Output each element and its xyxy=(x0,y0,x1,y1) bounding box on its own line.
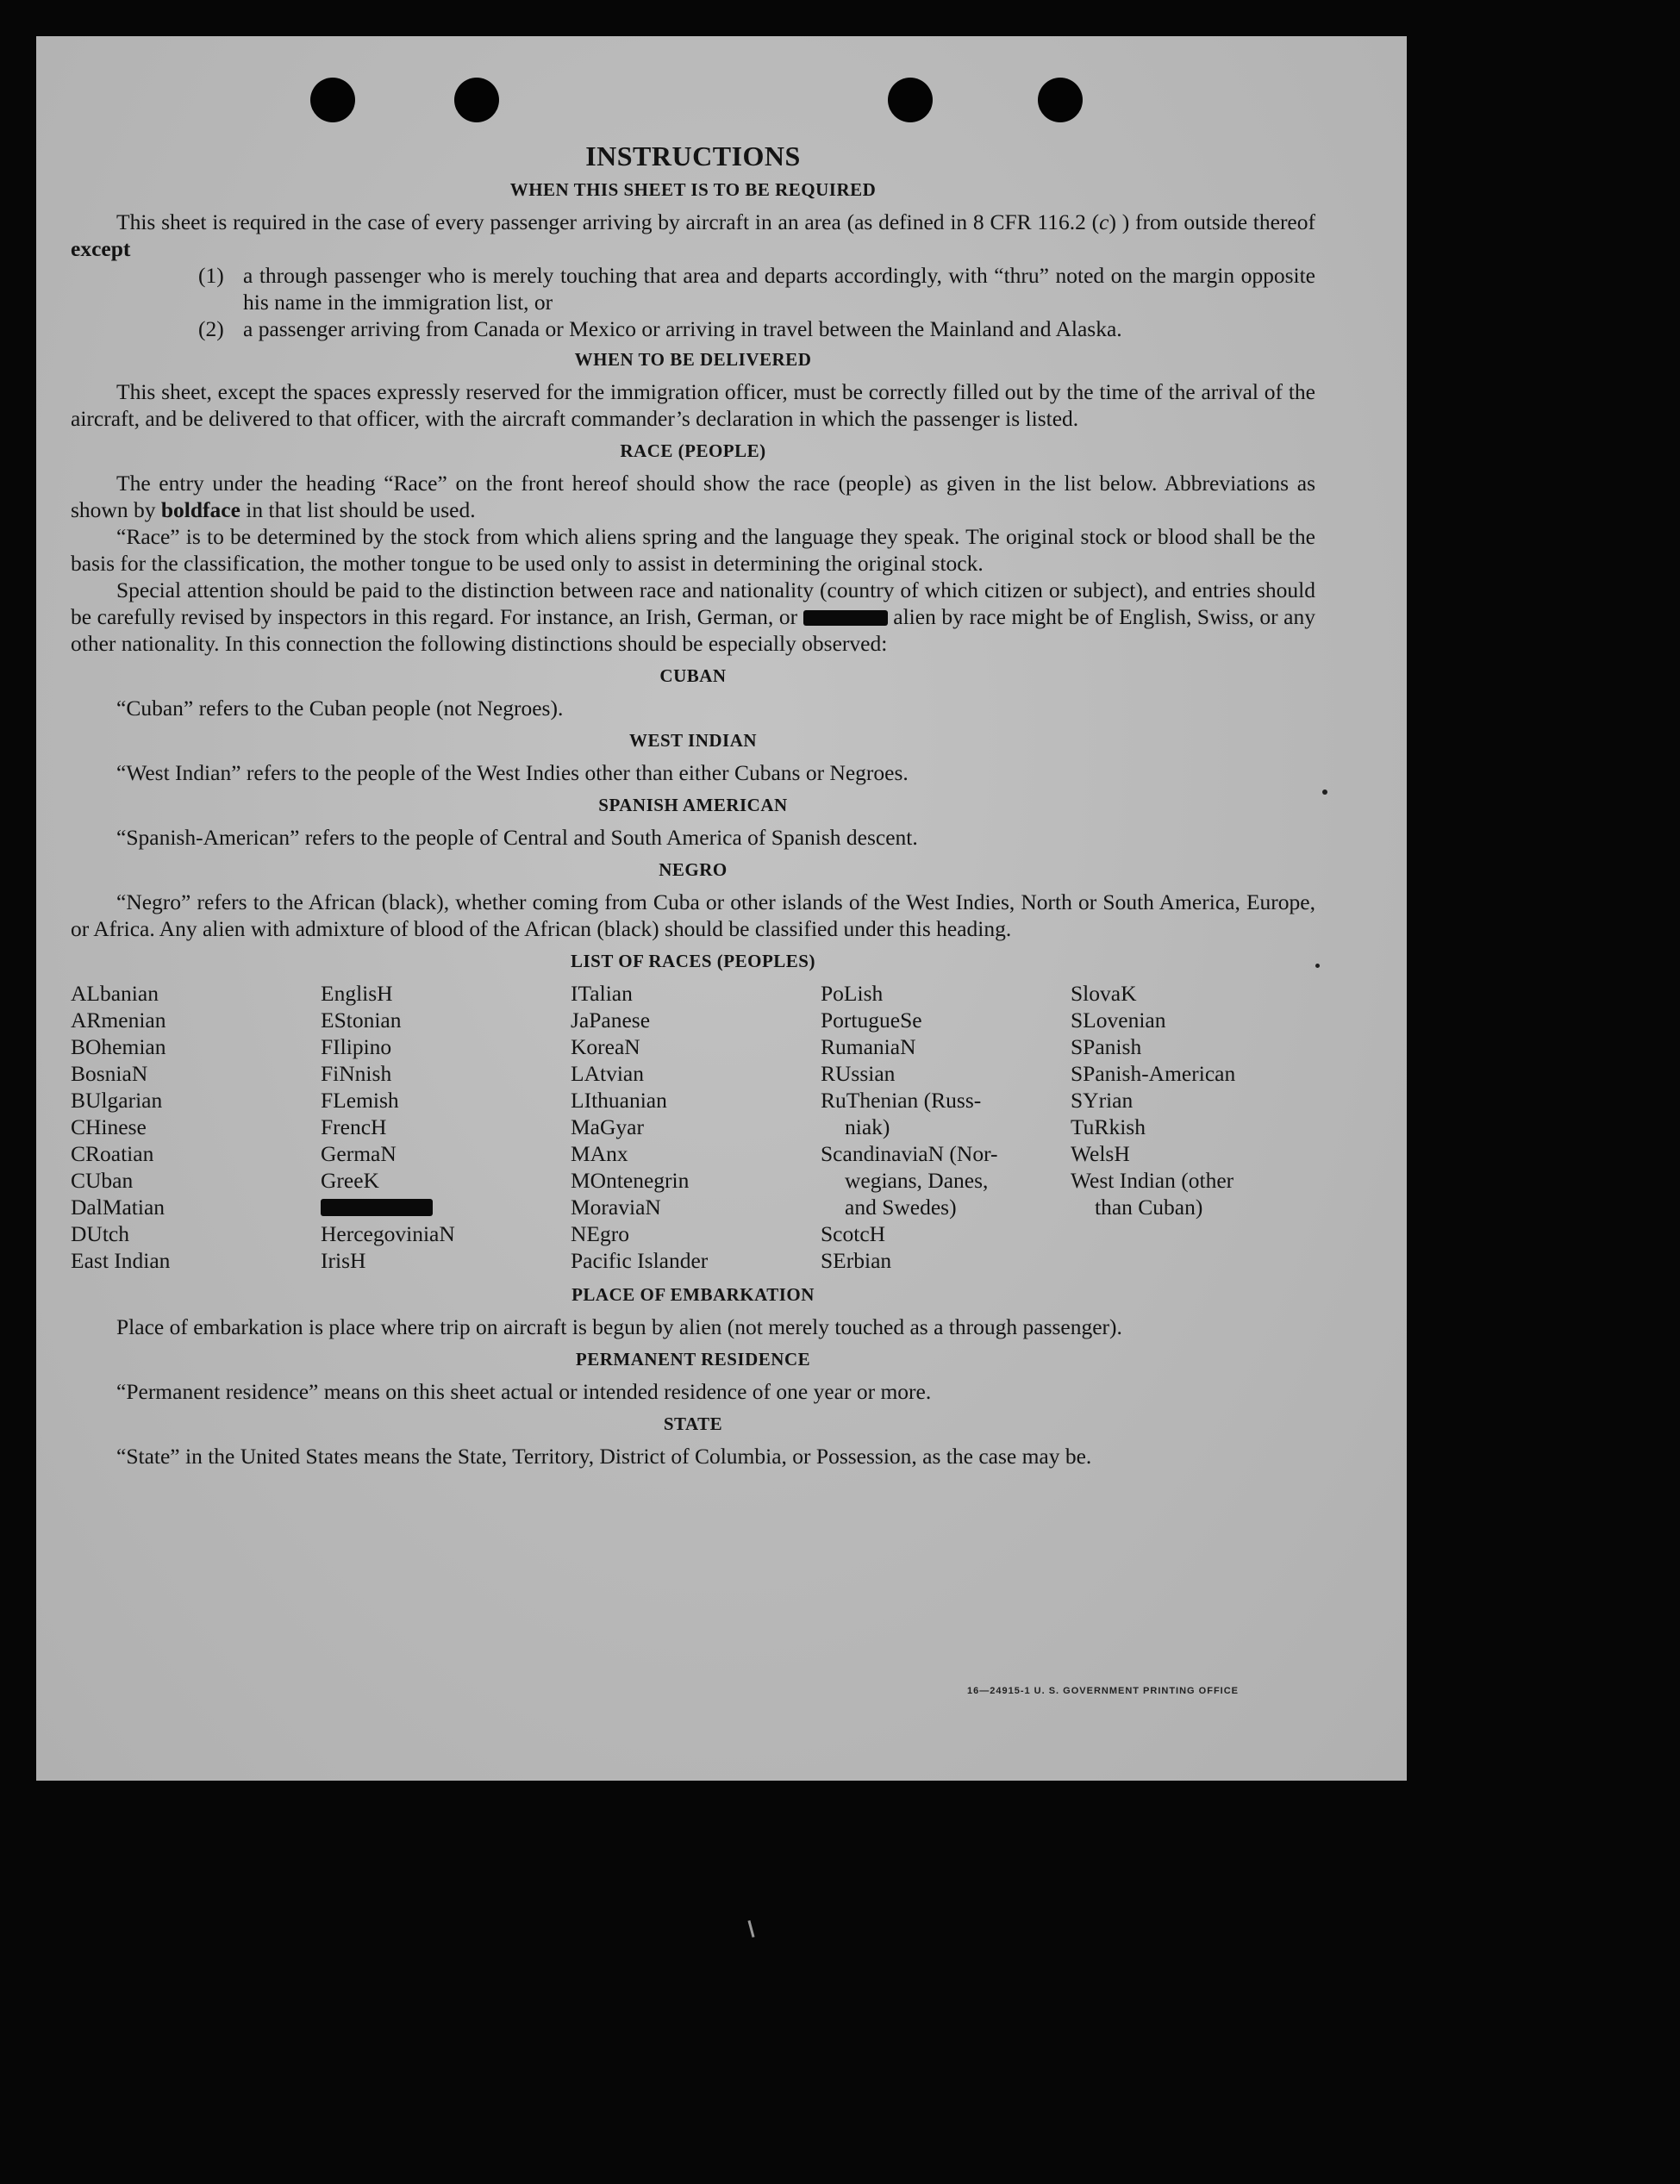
punch-hole xyxy=(888,78,933,122)
race-item: SLovenian xyxy=(1071,1008,1166,1033)
race-item: WelsH xyxy=(1071,1141,1130,1166)
page-title: INSTRUCTIONS xyxy=(585,140,801,172)
race-paragraph-1: The entry under the heading “Race” on the front hereof should show the race (people) as given in the list below. Abbreviations as shown by boldface in that list should be used. xyxy=(71,471,1315,522)
race-item: LAtvian xyxy=(571,1061,644,1086)
race-paragraph-3: Special attention should be paid to the distinction between race and nationality (country of which citizen or subject), and entries should be carefully revised by inspectors in this regard. For instance, an Irish, German, or alien by race might be of English, Swiss, or any other nationality. In this connection the following distinctions should be especially observed: xyxy=(71,577,1315,656)
race-item: niak) xyxy=(845,1114,890,1139)
race-item: Pacific Islander xyxy=(571,1248,709,1273)
race-item-redacted xyxy=(321,1194,571,1220)
race-item: GreeK xyxy=(321,1168,379,1193)
required-intro: This sheet is required in the case of every passenger arriving by aircraft in an area (as defined in 8 CFR 116.2 (c) ) from outside thereof except xyxy=(71,209,1315,261)
race-item: SPanish xyxy=(1071,1034,1142,1059)
heading-spanish-american: SPANISH AMERICAN xyxy=(598,795,788,815)
race-item: SYrian xyxy=(1071,1088,1134,1113)
race-item: CUban xyxy=(71,1168,134,1193)
race-item: GermaN xyxy=(321,1141,397,1166)
film-scratch-mark xyxy=(747,1920,754,1938)
required-item-2: (2) a passenger arriving from Canada or Mexico or arriving in travel between the Mainland and Alaska. xyxy=(198,316,1122,341)
race-item: RumaniaN xyxy=(821,1034,916,1059)
punch-hole xyxy=(1038,78,1083,122)
heading-west-indian: WEST INDIAN xyxy=(628,730,758,751)
race-item: East Indian xyxy=(71,1248,171,1273)
race-item: ITalian xyxy=(571,981,633,1006)
race-item: TuRkish xyxy=(1071,1114,1146,1139)
race-item: FIlipino xyxy=(321,1034,392,1059)
race-item: SErbian xyxy=(821,1248,892,1273)
printing-office-footer: 16—24915-1 U. S. GOVERNMENT PRINTING OFFICE xyxy=(967,1686,1240,1696)
heading-permanent-residence: PERMANENT RESIDENCE xyxy=(575,1349,811,1370)
race-item: ARmenian xyxy=(71,1008,166,1033)
race-item: IrisH xyxy=(321,1248,366,1273)
race-column-3 xyxy=(571,980,821,1274)
delivered-text: This sheet, except the spaces expressly reserved for the immigration officer, must be correctly filled out by the time of the arrival of the aircraft, and be delivered to that officer, with the aircraft commander’s declaration in which the passenger is listed. xyxy=(71,379,1315,431)
race-item: FiNnish xyxy=(321,1061,392,1086)
race-item: BosniaN xyxy=(71,1061,148,1086)
instructions-body xyxy=(71,140,1315,1470)
race-item: wegians, Danes, xyxy=(845,1168,989,1193)
punch-hole xyxy=(454,78,499,122)
heading-when-required: WHEN THIS SHEET IS TO BE REQUIRED xyxy=(509,179,877,200)
race-item: ScandinaviaN (Nor- xyxy=(821,1141,998,1166)
race-item: FLemish xyxy=(321,1088,399,1113)
heading-state: STATE xyxy=(663,1413,723,1434)
speck-mark xyxy=(1322,789,1327,795)
race-item: SPanish-American xyxy=(1071,1061,1236,1086)
race-column-1 xyxy=(71,980,321,1274)
residence-text: “Permanent residence” means on this sheet actual or intended residence of one year or more. xyxy=(116,1379,932,1404)
race-column-5 xyxy=(1071,980,1315,1274)
race-item: BUlgarian xyxy=(71,1088,163,1113)
heading-embarkation: PLACE OF EMBARKATION xyxy=(571,1284,815,1305)
race-item: PoLish xyxy=(821,981,884,1006)
race-item: DUtch xyxy=(71,1221,129,1246)
spanish-american-text: “Spanish-American” refers to the people of Central and South America of Spanish descent. xyxy=(116,825,918,850)
race-item: NEgro xyxy=(571,1221,629,1246)
race-item: MAnx xyxy=(571,1141,628,1166)
race-item: DalMatian xyxy=(71,1195,166,1220)
race-item: CRoatian xyxy=(71,1141,154,1166)
race-item: JaPanese xyxy=(571,1008,651,1033)
race-item: FrencH xyxy=(321,1114,387,1139)
cuban-text: “Cuban” refers to the Cuban people (not Negroes). xyxy=(116,696,564,721)
race-item: and Swedes) xyxy=(845,1195,957,1220)
heading-race: RACE (PEOPLE) xyxy=(620,440,766,461)
race-item: MOntenegrin xyxy=(571,1168,690,1193)
race-list xyxy=(71,980,1315,1274)
race-item: ALbanian xyxy=(71,981,159,1006)
race-item: West Indian (other xyxy=(1071,1168,1234,1193)
race-item: RuThenian (Russ- xyxy=(821,1088,982,1113)
heading-cuban: CUBAN xyxy=(659,665,727,686)
race-item: EnglisH xyxy=(321,981,393,1006)
race-item: MoraviaN xyxy=(571,1195,661,1220)
state-text: “State” in the United States means the State, Territory, District of Columbia, or Possession, as the case may be. xyxy=(116,1444,1092,1469)
race-item: PortugueSe xyxy=(821,1008,922,1033)
speck-mark xyxy=(1315,964,1320,968)
heading-negro: NEGRO xyxy=(659,859,728,880)
race-column-4 xyxy=(821,980,1071,1274)
race-item: BOhemian xyxy=(71,1034,166,1059)
race-item: than Cuban) xyxy=(1095,1195,1203,1220)
redaction-mark xyxy=(803,610,888,626)
punch-hole xyxy=(310,78,355,122)
race-item: MaGyar xyxy=(571,1114,644,1139)
race-item: LIthuanian xyxy=(571,1088,667,1113)
race-item: KoreaN xyxy=(571,1034,640,1059)
race-item: EStonian xyxy=(321,1008,402,1033)
instruction-sheet xyxy=(36,36,1407,1781)
race-item: SlovaK xyxy=(1071,981,1137,1006)
required-item-1: (1) a through passenger who is merely touching that area and departs accordingly, with “thru” noted on the margin opposite his name in the immigration list, or xyxy=(198,263,1315,315)
heading-list-of-races: LIST OF RACES (PEOPLES) xyxy=(571,951,815,971)
west-indian-text: “West Indian” refers to the people of the West Indies other than either Cubans or Negroes. xyxy=(116,760,909,785)
redaction-mark xyxy=(321,1199,433,1216)
race-item: CHinese xyxy=(71,1114,147,1139)
race-item: RUssian xyxy=(821,1061,896,1086)
race-item: ScotcH xyxy=(821,1221,886,1246)
race-column-2 xyxy=(321,980,571,1274)
embarkation-text: Place of embarkation is place where trip on aircraft is begun by alien (not merely touched as a through passenger). xyxy=(116,1314,1122,1339)
negro-text: “Negro” refers to the African (black), whether coming from Cuba or other islands of the West Indies, North or South America, Europe, or Africa. Any alien with admixture of blood of the African (black) should be classified under this heading. xyxy=(71,889,1315,941)
race-paragraph-2: “Race” is to be determined by the stock from which aliens spring and the language they speak. The original stock or blood shall be the basis for the classification, the mother tongue to be used only to assist in determining the original stock. xyxy=(71,524,1315,576)
heading-when-delivered: WHEN TO BE DELIVERED xyxy=(574,349,812,370)
race-item: HercegoviniaN xyxy=(321,1221,455,1246)
